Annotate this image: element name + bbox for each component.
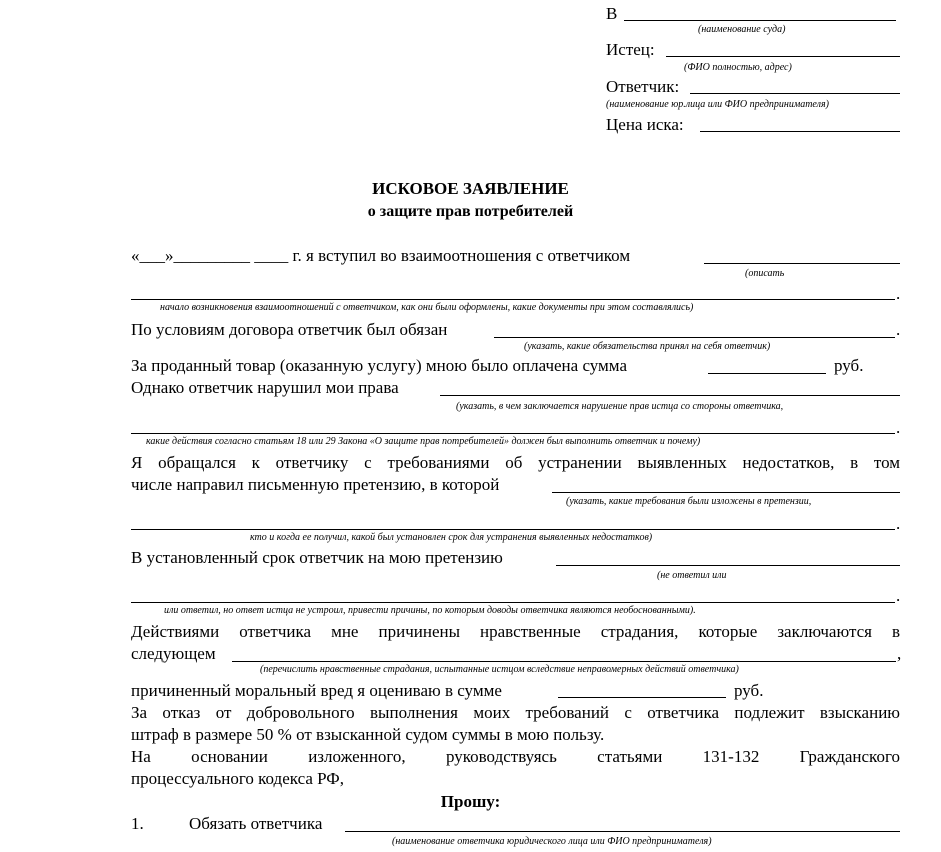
- basis-text-line1: На основании изложенного, руководствуясь статьями 131-132 Гражданского: [131, 747, 900, 766]
- response-hint-b: или ответил, но ответ истца не устроил, привести причины, по которым доводы ответчика являются необоснованными).: [164, 605, 696, 616]
- claim-field-1[interactable]: [552, 492, 900, 493]
- response-hint-a: (не ответил или: [657, 570, 727, 581]
- relationship-hint-b: начало возникновения взаимоотношений с ответчиком, как они были оформлены, какие документы при этом составлялись): [160, 302, 694, 313]
- court-prefix: В: [606, 4, 618, 23]
- request-item-text: Обязать ответчика: [189, 814, 323, 833]
- period: .: [896, 514, 901, 533]
- moral-damage-text: причиненный моральный вред я оцениваю в сумме: [131, 681, 502, 700]
- defendant-hint: (наименование юр.лица или ФИО предпринимателя): [606, 99, 829, 110]
- violation-hint-b: какие действия согласно статьям 18 или 29 Закона «О защите прав потребителей» должен был выполнить ответчик и почему): [146, 436, 701, 447]
- plaintiff-field[interactable]: [666, 56, 900, 57]
- document-subtitle: о защите прав потребителей: [367, 203, 574, 220]
- penalty-text-line1: За отказ от добровольного выполнения моих требований с ответчика подлежит взысканию: [131, 703, 900, 722]
- obligation-text: По условиям договора ответчик был обязан: [131, 320, 448, 339]
- period: .: [896, 418, 901, 437]
- request-item-hint: (наименование ответчика юридического лица или ФИО предпринимателя): [392, 836, 712, 847]
- penalty-text-line2: штраф в размере 50 % от взысканной судом суммы в мою пользу.: [131, 725, 605, 744]
- relationship-start-text: «___»_________ ____ г. я вступил во взаимоотношения с ответчиком: [131, 246, 631, 265]
- suffering-text-line1: Действиями ответчика мне причинены нравственные страдания, которые заключаются в: [131, 622, 900, 641]
- court-field[interactable]: [624, 20, 896, 21]
- suffering-field[interactable]: [232, 661, 896, 662]
- relationship-field-2[interactable]: [131, 299, 895, 300]
- payment-text: За проданный товар (оказанную услугу) мною было оплачена сумма: [131, 356, 627, 375]
- violation-field-2[interactable]: [131, 433, 895, 434]
- relationship-field-1[interactable]: [704, 263, 900, 264]
- violation-field-1[interactable]: [440, 395, 900, 396]
- period: .: [896, 586, 901, 605]
- claim-hint-b: кто и когда ее получил, какой был установлен срок для устранения выявленных недостатков): [250, 532, 653, 543]
- price-field[interactable]: [700, 131, 900, 132]
- moral-damage-amount-field[interactable]: [558, 697, 726, 698]
- document-title: ИСКОВОЕ ЗАЯВЛЕНИЕ: [372, 179, 569, 198]
- period: .: [896, 284, 901, 303]
- request-defendant-field[interactable]: [345, 831, 900, 832]
- defendant-label: Ответчик:: [606, 77, 680, 96]
- request-item-number: 1.: [131, 814, 144, 833]
- plaintiff-hint: (ФИО полностью, адрес): [684, 62, 792, 73]
- court-hint: (наименование суда): [698, 24, 786, 35]
- suffering-text-line2: следующем: [131, 644, 216, 663]
- claim-text-line2: числе направил письменную претензию, в которой: [131, 475, 500, 494]
- defendant-field[interactable]: [690, 93, 900, 94]
- moral-damage-currency: руб.: [734, 681, 764, 700]
- basis-text-line2: процессуального кодекса РФ,: [131, 769, 344, 788]
- payment-amount-field[interactable]: [708, 373, 826, 374]
- violation-hint-a: (указать, в чем заключается нарушение прав истца со стороны ответчика,: [456, 401, 784, 412]
- violation-text: Однако ответчик нарушил мои права: [131, 378, 399, 397]
- price-label: Цена иска:: [606, 115, 684, 134]
- response-field-2[interactable]: [131, 602, 895, 603]
- claim-field-2[interactable]: [131, 529, 895, 530]
- response-text: В установленный срок ответчик на мою претензию: [131, 548, 503, 567]
- relationship-hint-a: (описать: [745, 268, 785, 279]
- payment-currency: руб.: [834, 356, 864, 375]
- period: .: [896, 320, 901, 339]
- claim-text-line1: Я обращался к ответчику с требованиями об устранении выявленных недостатков, в том: [131, 453, 900, 472]
- obligation-field[interactable]: [494, 337, 895, 338]
- claim-hint-a: (указать, какие требования были изложены в претензии,: [566, 496, 812, 507]
- obligation-hint: (указать, какие обязательства принял на себя ответчик): [524, 341, 771, 352]
- response-field-1[interactable]: [556, 565, 900, 566]
- comma: ,: [897, 644, 902, 663]
- request-heading: Прошу:: [440, 792, 501, 811]
- suffering-hint: (перечислить нравственные страдания, испытанные истцом вследствие неправомерных действий ответчика): [260, 664, 739, 675]
- plaintiff-label: Истец:: [606, 40, 655, 59]
